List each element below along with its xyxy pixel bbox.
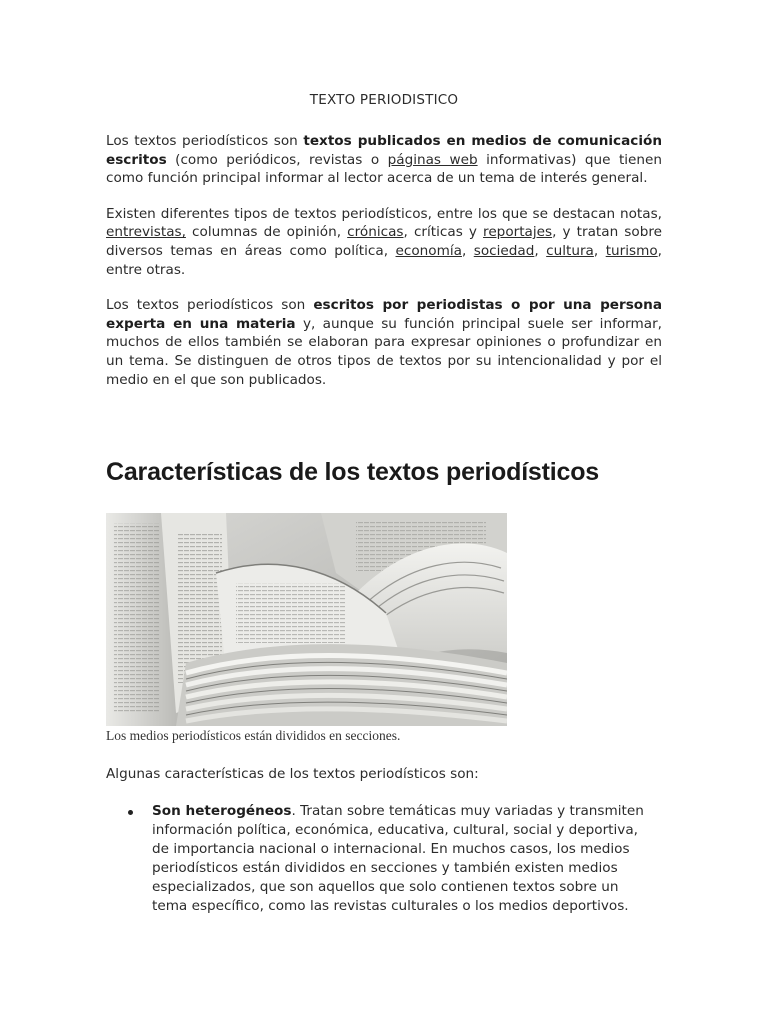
characteristics-intro: Algunas características de los textos periodísticos son: <box>106 766 479 783</box>
link-sociedad[interactable]: sociedad <box>473 242 535 259</box>
text-span: , <box>593 242 606 259</box>
link-paginas-web[interactable]: páginas web <box>387 151 478 168</box>
bullet-bold-term: Son heterogéneos <box>152 803 292 820</box>
link-economia[interactable]: economía <box>395 242 462 259</box>
text-span: , <box>461 242 474 259</box>
spacer <box>106 406 662 458</box>
bold-phrase: textos publicados en medios de comunicación escritos <box>106 133 662 168</box>
text-span: , críticas y <box>403 224 484 241</box>
characteristics-list <box>106 802 662 916</box>
list-item <box>106 802 652 916</box>
newspapers-photo <box>106 513 507 726</box>
text-span: y, aunque su función principal suele ser informar, muchos de ellos también se elaboran para expresar opiniones o profundizar en un tema. Se distinguen de otros tipos de textos por su intencionalidad y por el medio en el que son publicados. <box>106 315 663 388</box>
text-span: (como periódicos, revistas o <box>166 151 388 168</box>
document-title: TEXTO PERIODISTICO <box>309 92 459 108</box>
section-heading: Características de los textos periodísticos <box>106 458 599 487</box>
paragraph-types <box>106 205 662 279</box>
bullet-icon <box>128 810 133 815</box>
bullet-text: . Tratan sobre temáticas muy variadas y transmiten información política, económica, educativa, cultural, social y deportiva, de importancia nacional o internacional. En muchos casos, los medios periodísticos están divididos en secciones y también existen medios especializados, que son aquellos que solo contienen textos sobre un tema específico, como las revistas culturales o los medios deportivos. <box>152 803 644 915</box>
document-page <box>106 92 662 916</box>
link-cronicas[interactable]: crónicas <box>347 224 404 241</box>
link-turismo[interactable]: turismo <box>605 242 658 259</box>
text-span: Existen diferentes tipos de textos periodísticos, entre los que se destacan notas, <box>106 205 662 222</box>
paragraph-authors <box>106 296 662 389</box>
text-span: , y tratan sobre diversos temas en áreas como política, <box>106 224 662 259</box>
figure-caption: Los medios periodísticos están divididos en secciones. <box>106 728 401 744</box>
newspapers-illustration <box>106 513 507 726</box>
link-cultura[interactable]: cultura <box>546 242 594 259</box>
text-span: columnas de opinión, <box>185 224 348 241</box>
link-entrevistas[interactable]: entrevistas, <box>106 224 186 241</box>
paragraph-definition <box>106 132 662 188</box>
text-span: , <box>534 242 547 259</box>
text-span: Los textos periodísticos son <box>106 133 304 149</box>
bold-phrase: escritos por periodistas o por una persona experta en una materia <box>106 297 662 332</box>
text-span: , entre otras. <box>106 242 662 278</box>
text-span: informativas) que tienen como función principal informar al lector acerca de un tema de interés general. <box>106 151 663 187</box>
link-reportajes[interactable]: reportajes <box>483 224 553 241</box>
text-span: Los textos periodísticos son <box>106 297 314 314</box>
